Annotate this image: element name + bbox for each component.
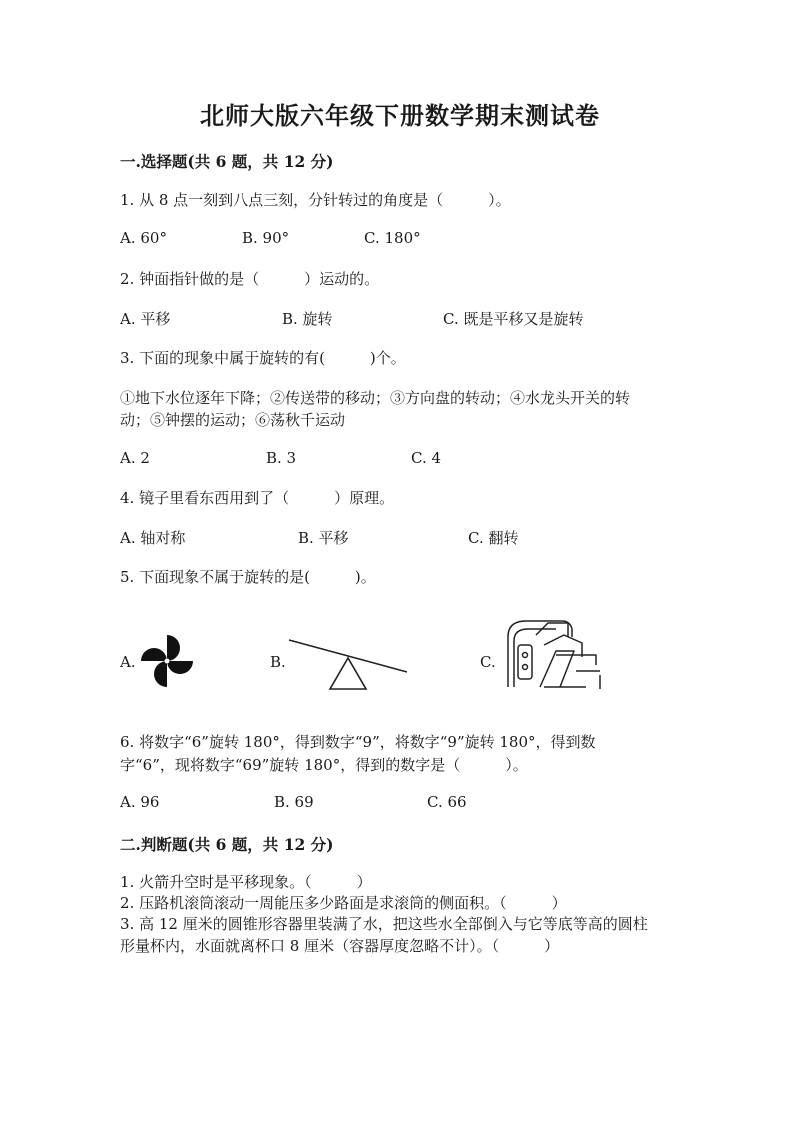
question-3-stem: 3. 下面的现象中属于旋转的有( )个。 [120,349,406,367]
judgment-item-1: 1. 火箭升空时是平移现象。（ ） [120,873,372,891]
question-1-option-a: A. 60° [120,229,167,247]
page-title: 北师大版六年级下册数学期末测试卷 [200,101,600,130]
question-2-option-c: C. 既是平移又是旋转 [443,310,584,328]
section-heading-choice: 一.选择题(共 6 题，共 12 分) [120,152,334,171]
question-5-option-c: C. [480,653,496,671]
question-2-stem: 2. 钟面指针做的是（ ）运动的。 [120,270,380,288]
question-6-stem-line-2: 字“6”，现将数字“69”旋转 180°，得到的数字是（ ）。 [120,756,528,774]
slide-icon [500,615,606,691]
question-3-detail-line-2: 动；⑤钟摆的运动；⑥荡秋千运动 [120,411,346,429]
judgment-item-3-line-1: 3. 高 12 厘米的圆锥形容器里装满了水，把这些水全部倒入与它等底等高的圆柱 [120,915,648,933]
question-4-option-b: B. 平移 [298,529,349,547]
question-3-detail-line-1: ①地下水位逐年下降；②传送带的移动；③方向盘的转动；④水龙头开关的转 [120,389,631,407]
question-2-option-a: A. 平移 [120,310,171,328]
question-5-option-a: A. [120,653,136,671]
question-5-stem: 5. 下面现象不属于旋转的是( )。 [120,568,376,586]
seesaw-icon [286,634,410,692]
section-heading-judgment: 二.判断题(共 6 题，共 12 分) [120,835,334,854]
question-1-stem: 1. 从 8 点一刻到八点三刻，分针转过的角度是（ ）。 [120,191,511,209]
question-6-option-c: C. 66 [427,793,467,811]
question-1-option-b: B. 90° [242,229,290,247]
question-1-option-c: C. 180° [364,229,421,247]
question-2-option-b: B. 旋转 [282,310,333,328]
question-4-stem: 4. 镜子里看东西用到了（ ）原理。 [120,489,395,507]
judgment-item-2: 2. 压路机滚筒滚动一周能压多少路面是求滚筒的侧面积。（ ） [120,894,567,912]
question-6-stem-line-1: 6. 将数字“6”旋转 180°，得到数字“9”，将数字“9”旋转 180°，得到数 [120,733,596,751]
question-6-option-b: B. 69 [274,793,314,811]
question-4-option-a: A. 轴对称 [120,529,186,547]
pinwheel-icon [136,630,198,692]
question-5-option-b: B. [270,653,286,671]
question-4-option-c: C. 翻转 [468,529,519,547]
question-3-option-c: C. 4 [411,449,442,467]
judgment-item-3-line-2: 形量杯内，水面就离杯口 8 厘米（容器厚度忽略不计）。（ ） [120,937,560,955]
question-3-option-b: B. 3 [266,449,297,467]
question-3-option-a: A. 2 [120,449,150,467]
question-6-option-a: A. 96 [120,793,160,811]
